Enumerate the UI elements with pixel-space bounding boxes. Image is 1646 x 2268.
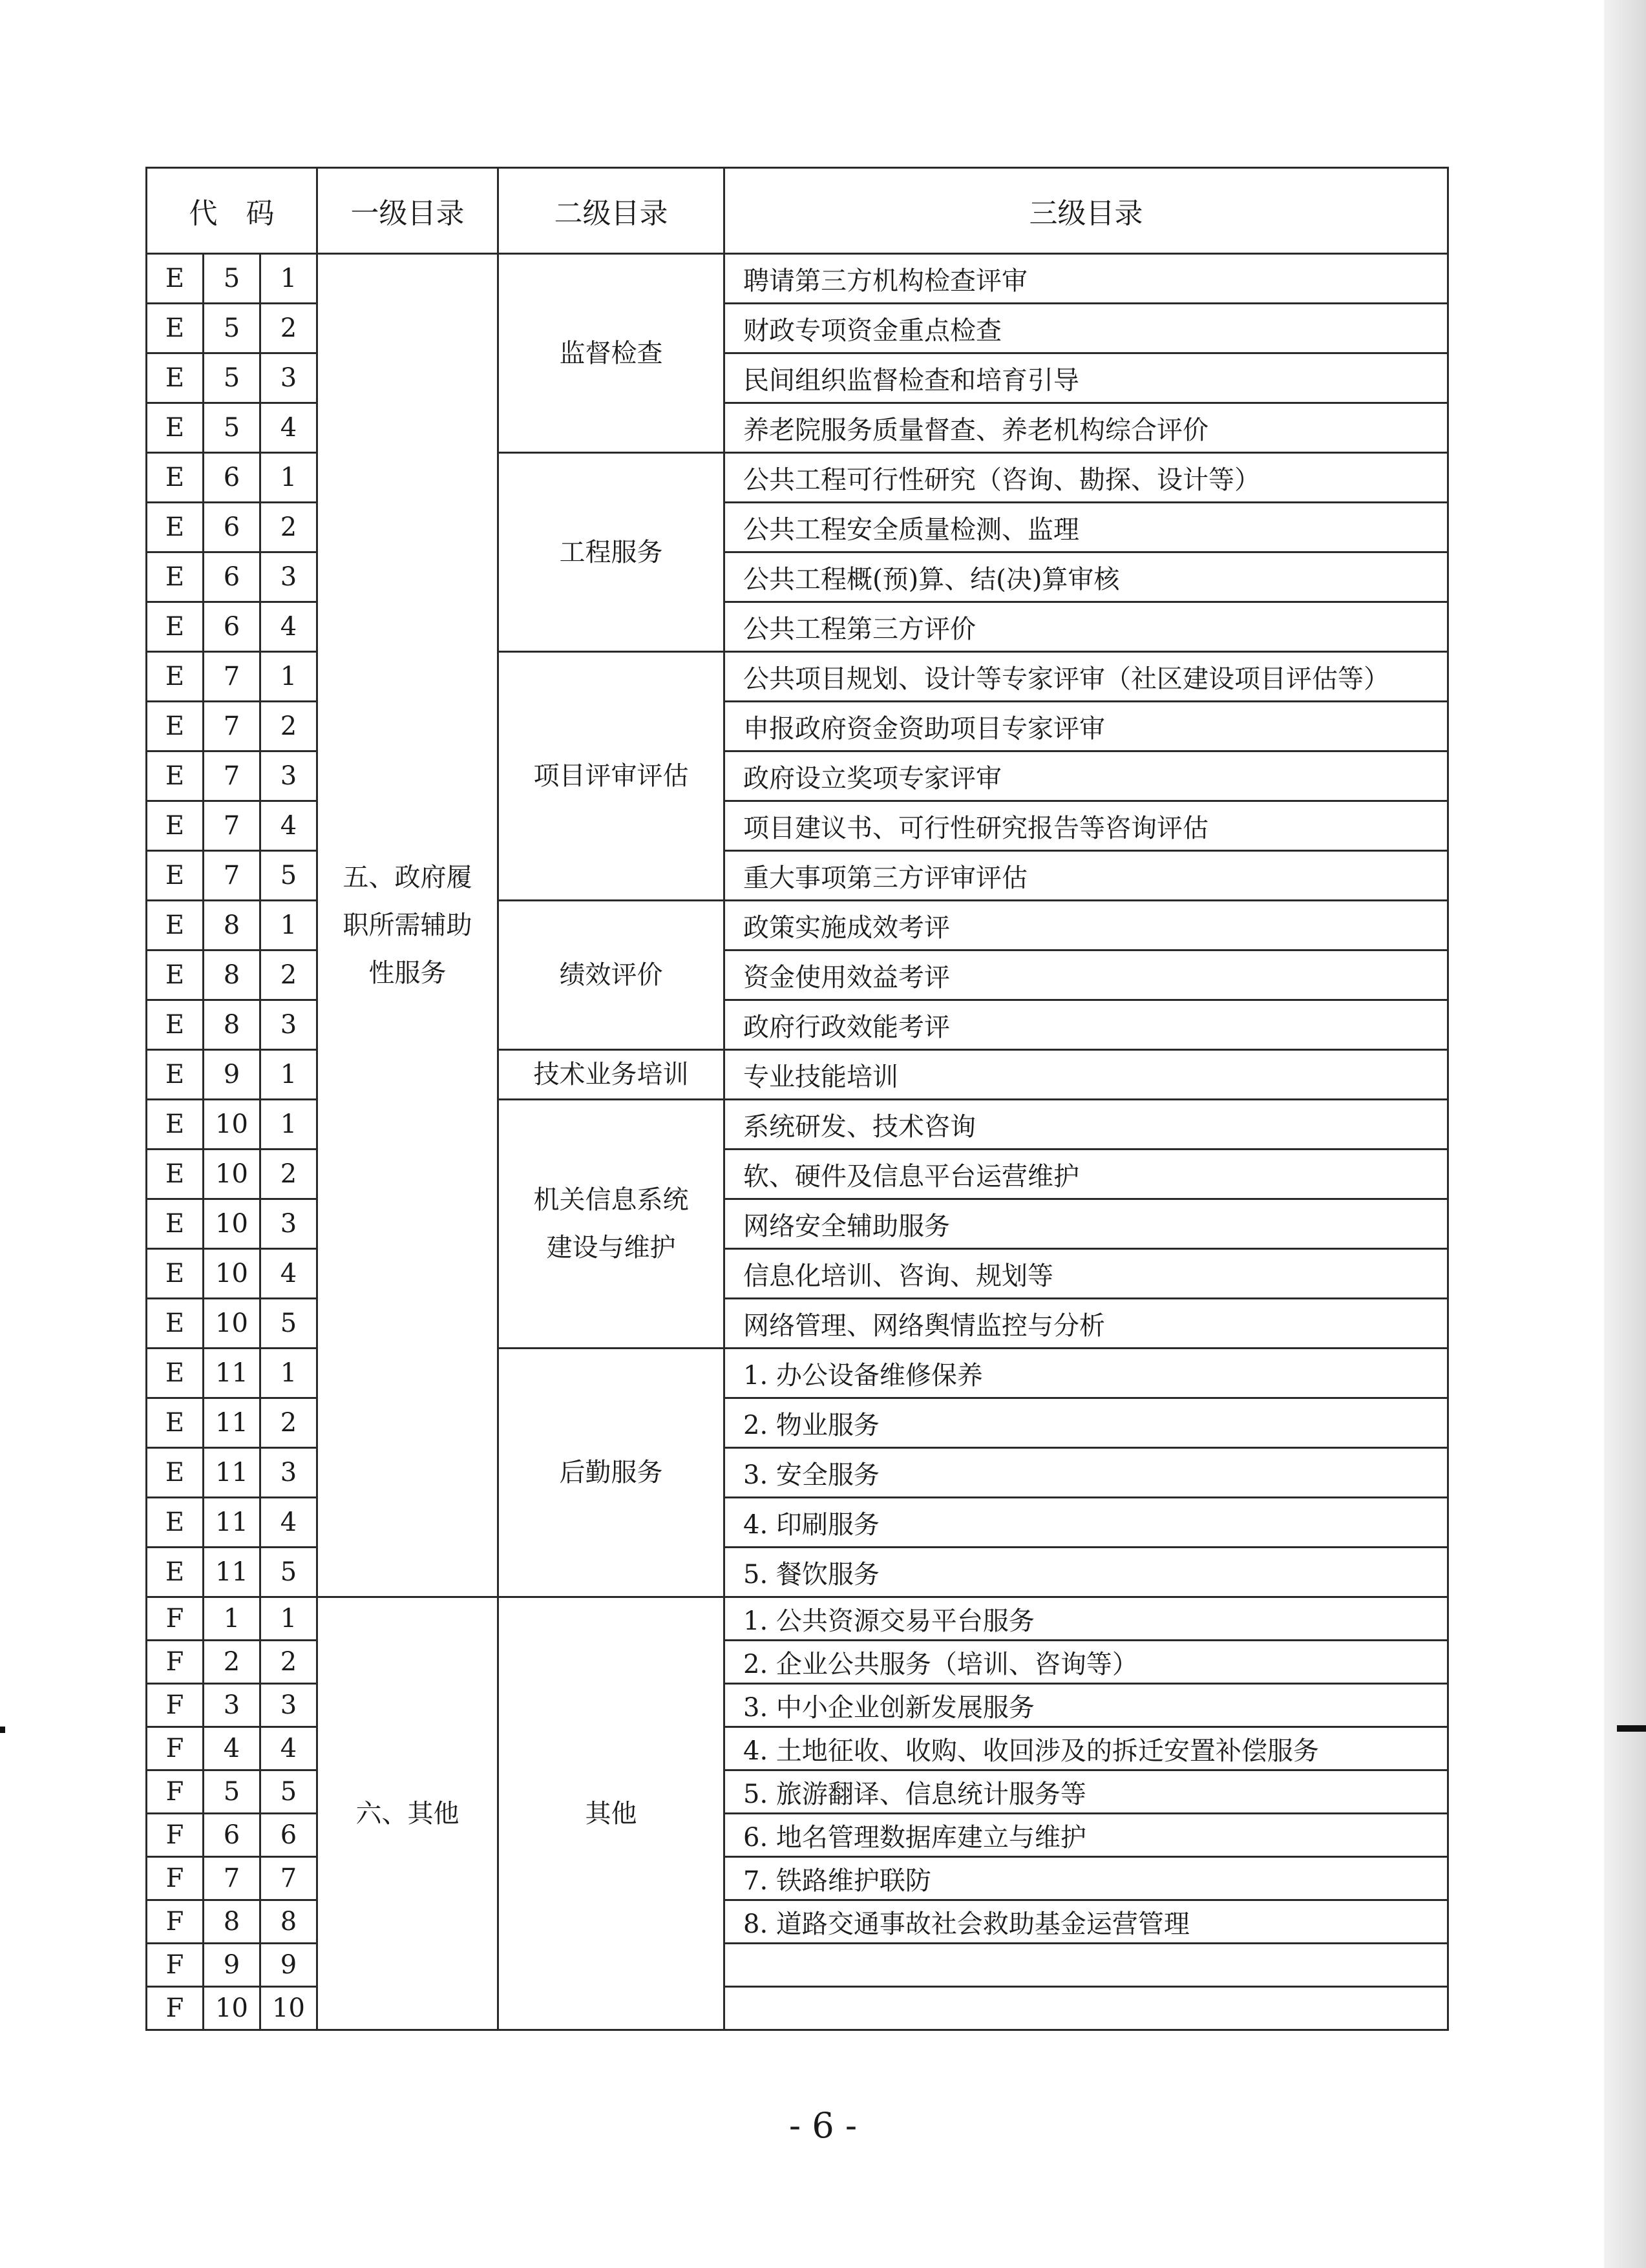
code-major: 6 <box>204 453 260 503</box>
level3-item: 民间组织监督检查和培育引导 <box>724 353 1448 403</box>
code-major: 7 <box>204 801 260 851</box>
scan-edge-mark <box>1617 1725 1646 1732</box>
level3-item: 政策实施成效考评 <box>724 901 1448 950</box>
code-letter: E <box>147 1349 204 1398</box>
code-letter: E <box>147 1498 204 1548</box>
level3-item: 政府设立奖项专家评审 <box>724 751 1448 801</box>
level2-jixiao-pingjia <box>498 901 724 1050</box>
code-letter: F <box>147 1597 204 1641</box>
code-major: 6 <box>204 552 260 602</box>
level3-item: 5. 餐饮服务 <box>724 1548 1448 1597</box>
code-minor: 1 <box>260 1597 317 1641</box>
code-letter: E <box>147 1548 204 1597</box>
header-code: 代 码 <box>147 168 317 254</box>
code-major: 10 <box>204 1299 260 1349</box>
code-major: 11 <box>204 1548 260 1597</box>
header-level3: 三级目录 <box>724 168 1448 254</box>
level3-item: 公共工程概(预)算、结(决)算审核 <box>724 552 1448 602</box>
code-minor: 8 <box>260 1900 317 1944</box>
code-major: 7 <box>204 1857 260 1900</box>
code-minor: 4 <box>260 602 317 652</box>
level3-item: 7. 铁路维护联防 <box>724 1857 1448 1900</box>
level2-xinxi-xitong-label: 机关信息系统建设与维护 <box>533 1185 689 1263</box>
code-minor: 3 <box>260 751 317 801</box>
level3-item <box>724 1944 1448 1987</box>
level3-item: 网络管理、网络舆情监控与分析 <box>724 1299 1448 1349</box>
code-minor: 2 <box>260 1150 317 1199</box>
code-letter: F <box>147 1900 204 1944</box>
code-letter: E <box>147 1100 204 1150</box>
code-minor: 4 <box>260 1249 317 1299</box>
level1-group-5-label: 五、政府履职所需辅助性服务 <box>343 863 472 988</box>
level2-jishu-peixun <box>498 1050 724 1100</box>
level3-item: 公共工程安全质量检测、监理 <box>724 503 1448 552</box>
code-minor: 2 <box>260 1398 317 1448</box>
level2-xiangmu-pingshen <box>498 652 724 901</box>
code-letter: E <box>147 304 204 353</box>
level3-item: 8. 道路交通事故社会救助基金运营管理 <box>724 1900 1448 1944</box>
header-level1: 一级目录 <box>317 168 498 254</box>
level3-item: 政府行政效能考评 <box>724 1000 1448 1050</box>
level3-item: 公共工程第三方评价 <box>724 602 1448 652</box>
code-minor: 6 <box>260 1814 317 1857</box>
code-letter: E <box>147 503 204 552</box>
code-major: 8 <box>204 1900 260 1944</box>
code-minor: 3 <box>260 552 317 602</box>
level3-item: 系统研发、技术咨询 <box>724 1100 1448 1150</box>
code-major: 1 <box>204 1597 260 1641</box>
code-letter: E <box>147 254 204 304</box>
code-major: 11 <box>204 1398 260 1448</box>
code-letter: F <box>147 1944 204 1987</box>
code-letter: E <box>147 801 204 851</box>
level3-item: 专业技能培训 <box>724 1050 1448 1100</box>
level3-item: 财政专项资金重点检查 <box>724 304 1448 353</box>
level2-jiandu-jiancha <box>498 254 724 453</box>
code-letter: F <box>147 1727 204 1770</box>
level2-houqin-fuwu-label: 后勤服务 <box>559 1458 663 1487</box>
code-letter: E <box>147 1299 204 1349</box>
code-letter: E <box>147 652 204 702</box>
level3-item: 1. 办公设备维修保养 <box>724 1349 1448 1398</box>
code-major: 10 <box>204 1150 260 1199</box>
level2-jishu-peixun-label: 技术业务培训 <box>533 1060 689 1089</box>
level3-item: 3. 中小企业创新发展服务 <box>724 1684 1448 1727</box>
code-minor: 3 <box>260 1199 317 1249</box>
code-letter: F <box>147 1857 204 1900</box>
code-major: 6 <box>204 602 260 652</box>
level3-item: 资金使用效益考评 <box>724 950 1448 1000</box>
code-minor: 10 <box>260 1987 317 2030</box>
code-minor: 3 <box>260 1000 317 1050</box>
level3-item: 2. 企业公共服务（培训、咨询等） <box>724 1641 1448 1684</box>
code-major: 11 <box>204 1448 260 1498</box>
code-minor: 1 <box>260 652 317 702</box>
table-row <box>147 254 1448 304</box>
level3-item: 4. 印刷服务 <box>724 1498 1448 1548</box>
level2-qita-label: 其他 <box>585 1798 637 1829</box>
code-minor: 4 <box>260 403 317 453</box>
code-letter: E <box>147 403 204 453</box>
level1-group-6 <box>317 1597 498 2030</box>
code-major: 7 <box>204 851 260 901</box>
code-minor: 9 <box>260 1944 317 1987</box>
level2-houqin-fuwu <box>498 1349 724 1597</box>
code-minor: 7 <box>260 1857 317 1900</box>
level2-jiandu-jiancha-label: 监督检查 <box>559 338 663 368</box>
level2-qita <box>498 1597 724 2030</box>
code-major: 11 <box>204 1349 260 1398</box>
level3-item: 公共项目规划、设计等专家评审（社区建设项目评估等） <box>724 652 1448 702</box>
code-major: 11 <box>204 1498 260 1548</box>
code-letter: E <box>147 1150 204 1199</box>
level3-item: 项目建议书、可行性研究报告等咨询评估 <box>724 801 1448 851</box>
level3-item <box>724 1987 1448 2030</box>
code-minor: 4 <box>260 1498 317 1548</box>
level2-jixiao-pingjia-label: 绩效评价 <box>559 960 663 990</box>
code-major: 7 <box>204 751 260 801</box>
scan-edge-mark-left <box>0 1727 5 1733</box>
code-minor: 1 <box>260 1050 317 1100</box>
code-minor: 1 <box>260 901 317 950</box>
code-minor: 4 <box>260 1727 317 1770</box>
code-letter: E <box>147 1050 204 1100</box>
code-minor: 2 <box>260 1641 317 1684</box>
code-major: 5 <box>204 403 260 453</box>
code-letter: F <box>147 1770 204 1814</box>
code-letter: E <box>147 851 204 901</box>
level3-item: 软、硬件及信息平台运营维护 <box>724 1150 1448 1199</box>
level3-item: 3. 安全服务 <box>724 1448 1448 1498</box>
code-letter: E <box>147 353 204 403</box>
code-major: 5 <box>204 1770 260 1814</box>
table-header-row <box>147 168 1448 254</box>
code-major: 7 <box>204 652 260 702</box>
code-major: 10 <box>204 1100 260 1150</box>
code-letter: E <box>147 1000 204 1050</box>
scan-edge-shadow <box>1604 0 1646 2268</box>
code-letter: E <box>147 552 204 602</box>
code-minor: 2 <box>260 702 317 751</box>
code-major: 5 <box>204 254 260 304</box>
code-minor: 2 <box>260 503 317 552</box>
level3-item: 养老院服务质量督查、养老机构综合评价 <box>724 403 1448 453</box>
level2-gongcheng-fuwu-label: 工程服务 <box>559 537 663 567</box>
code-major: 7 <box>204 702 260 751</box>
code-major: 6 <box>204 1814 260 1857</box>
code-minor: 4 <box>260 801 317 851</box>
code-major: 10 <box>204 1249 260 1299</box>
code-letter: E <box>147 950 204 1000</box>
level1-group-5 <box>317 254 498 1597</box>
level3-item: 1. 公共资源交易平台服务 <box>724 1597 1448 1641</box>
code-major: 8 <box>204 901 260 950</box>
code-letter: E <box>147 1199 204 1249</box>
code-minor: 1 <box>260 1349 317 1398</box>
code-letter: E <box>147 702 204 751</box>
code-minor: 5 <box>260 851 317 901</box>
code-major: 9 <box>204 1944 260 1987</box>
code-letter: E <box>147 751 204 801</box>
catalog-table <box>145 167 1449 2031</box>
code-major: 10 <box>204 1199 260 1249</box>
level1-group-6-label: 六、其他 <box>355 1798 459 1829</box>
code-minor: 5 <box>260 1770 317 1814</box>
code-major: 2 <box>204 1641 260 1684</box>
code-letter: F <box>147 1684 204 1727</box>
code-major: 5 <box>204 353 260 403</box>
code-major: 8 <box>204 1000 260 1050</box>
level3-item: 5. 旅游翻译、信息统计服务等 <box>724 1770 1448 1814</box>
code-minor: 1 <box>260 453 317 503</box>
code-letter: F <box>147 1641 204 1684</box>
code-minor: 2 <box>260 950 317 1000</box>
level3-item: 2. 物业服务 <box>724 1398 1448 1448</box>
code-major: 8 <box>204 950 260 1000</box>
page-number: - 6 - <box>788 2105 858 2146</box>
code-letter: F <box>147 1814 204 1857</box>
level3-item: 4. 土地征收、收购、收回涉及的拆迁安置补偿服务 <box>724 1727 1448 1770</box>
level3-item: 6. 地名管理数据库建立与维护 <box>724 1814 1448 1857</box>
level2-xiangmu-pingshen-label: 项目评审评估 <box>533 761 689 791</box>
code-minor: 3 <box>260 353 317 403</box>
code-letter: E <box>147 1448 204 1498</box>
level3-item: 聘请第三方机构检查评审 <box>724 254 1448 304</box>
code-minor: 3 <box>260 1684 317 1727</box>
code-major: 3 <box>204 1684 260 1727</box>
level2-gongcheng-fuwu <box>498 453 724 652</box>
code-letter: E <box>147 1398 204 1448</box>
code-letter: E <box>147 1249 204 1299</box>
table-row <box>147 1597 1448 1641</box>
level3-item: 公共工程可行性研究（咨询、勘探、设计等） <box>724 453 1448 503</box>
code-letter: E <box>147 602 204 652</box>
code-minor: 1 <box>260 254 317 304</box>
code-major: 9 <box>204 1050 260 1100</box>
level3-item: 申报政府资金资助项目专家评审 <box>724 702 1448 751</box>
code-major: 4 <box>204 1727 260 1770</box>
code-minor: 1 <box>260 1100 317 1150</box>
header-level2: 二级目录 <box>498 168 724 254</box>
level3-item: 重大事项第三方评审评估 <box>724 851 1448 901</box>
code-major: 6 <box>204 503 260 552</box>
code-minor: 3 <box>260 1448 317 1498</box>
code-minor: 5 <box>260 1299 317 1349</box>
code-letter: E <box>147 453 204 503</box>
code-major: 10 <box>204 1987 260 2030</box>
code-major: 5 <box>204 304 260 353</box>
level3-item: 信息化培训、咨询、规划等 <box>724 1249 1448 1299</box>
code-minor: 5 <box>260 1548 317 1597</box>
level3-item: 网络安全辅助服务 <box>724 1199 1448 1249</box>
code-minor: 2 <box>260 304 317 353</box>
code-letter: E <box>147 901 204 950</box>
code-letter: F <box>147 1987 204 2030</box>
level2-xinxi-xitong <box>498 1100 724 1349</box>
